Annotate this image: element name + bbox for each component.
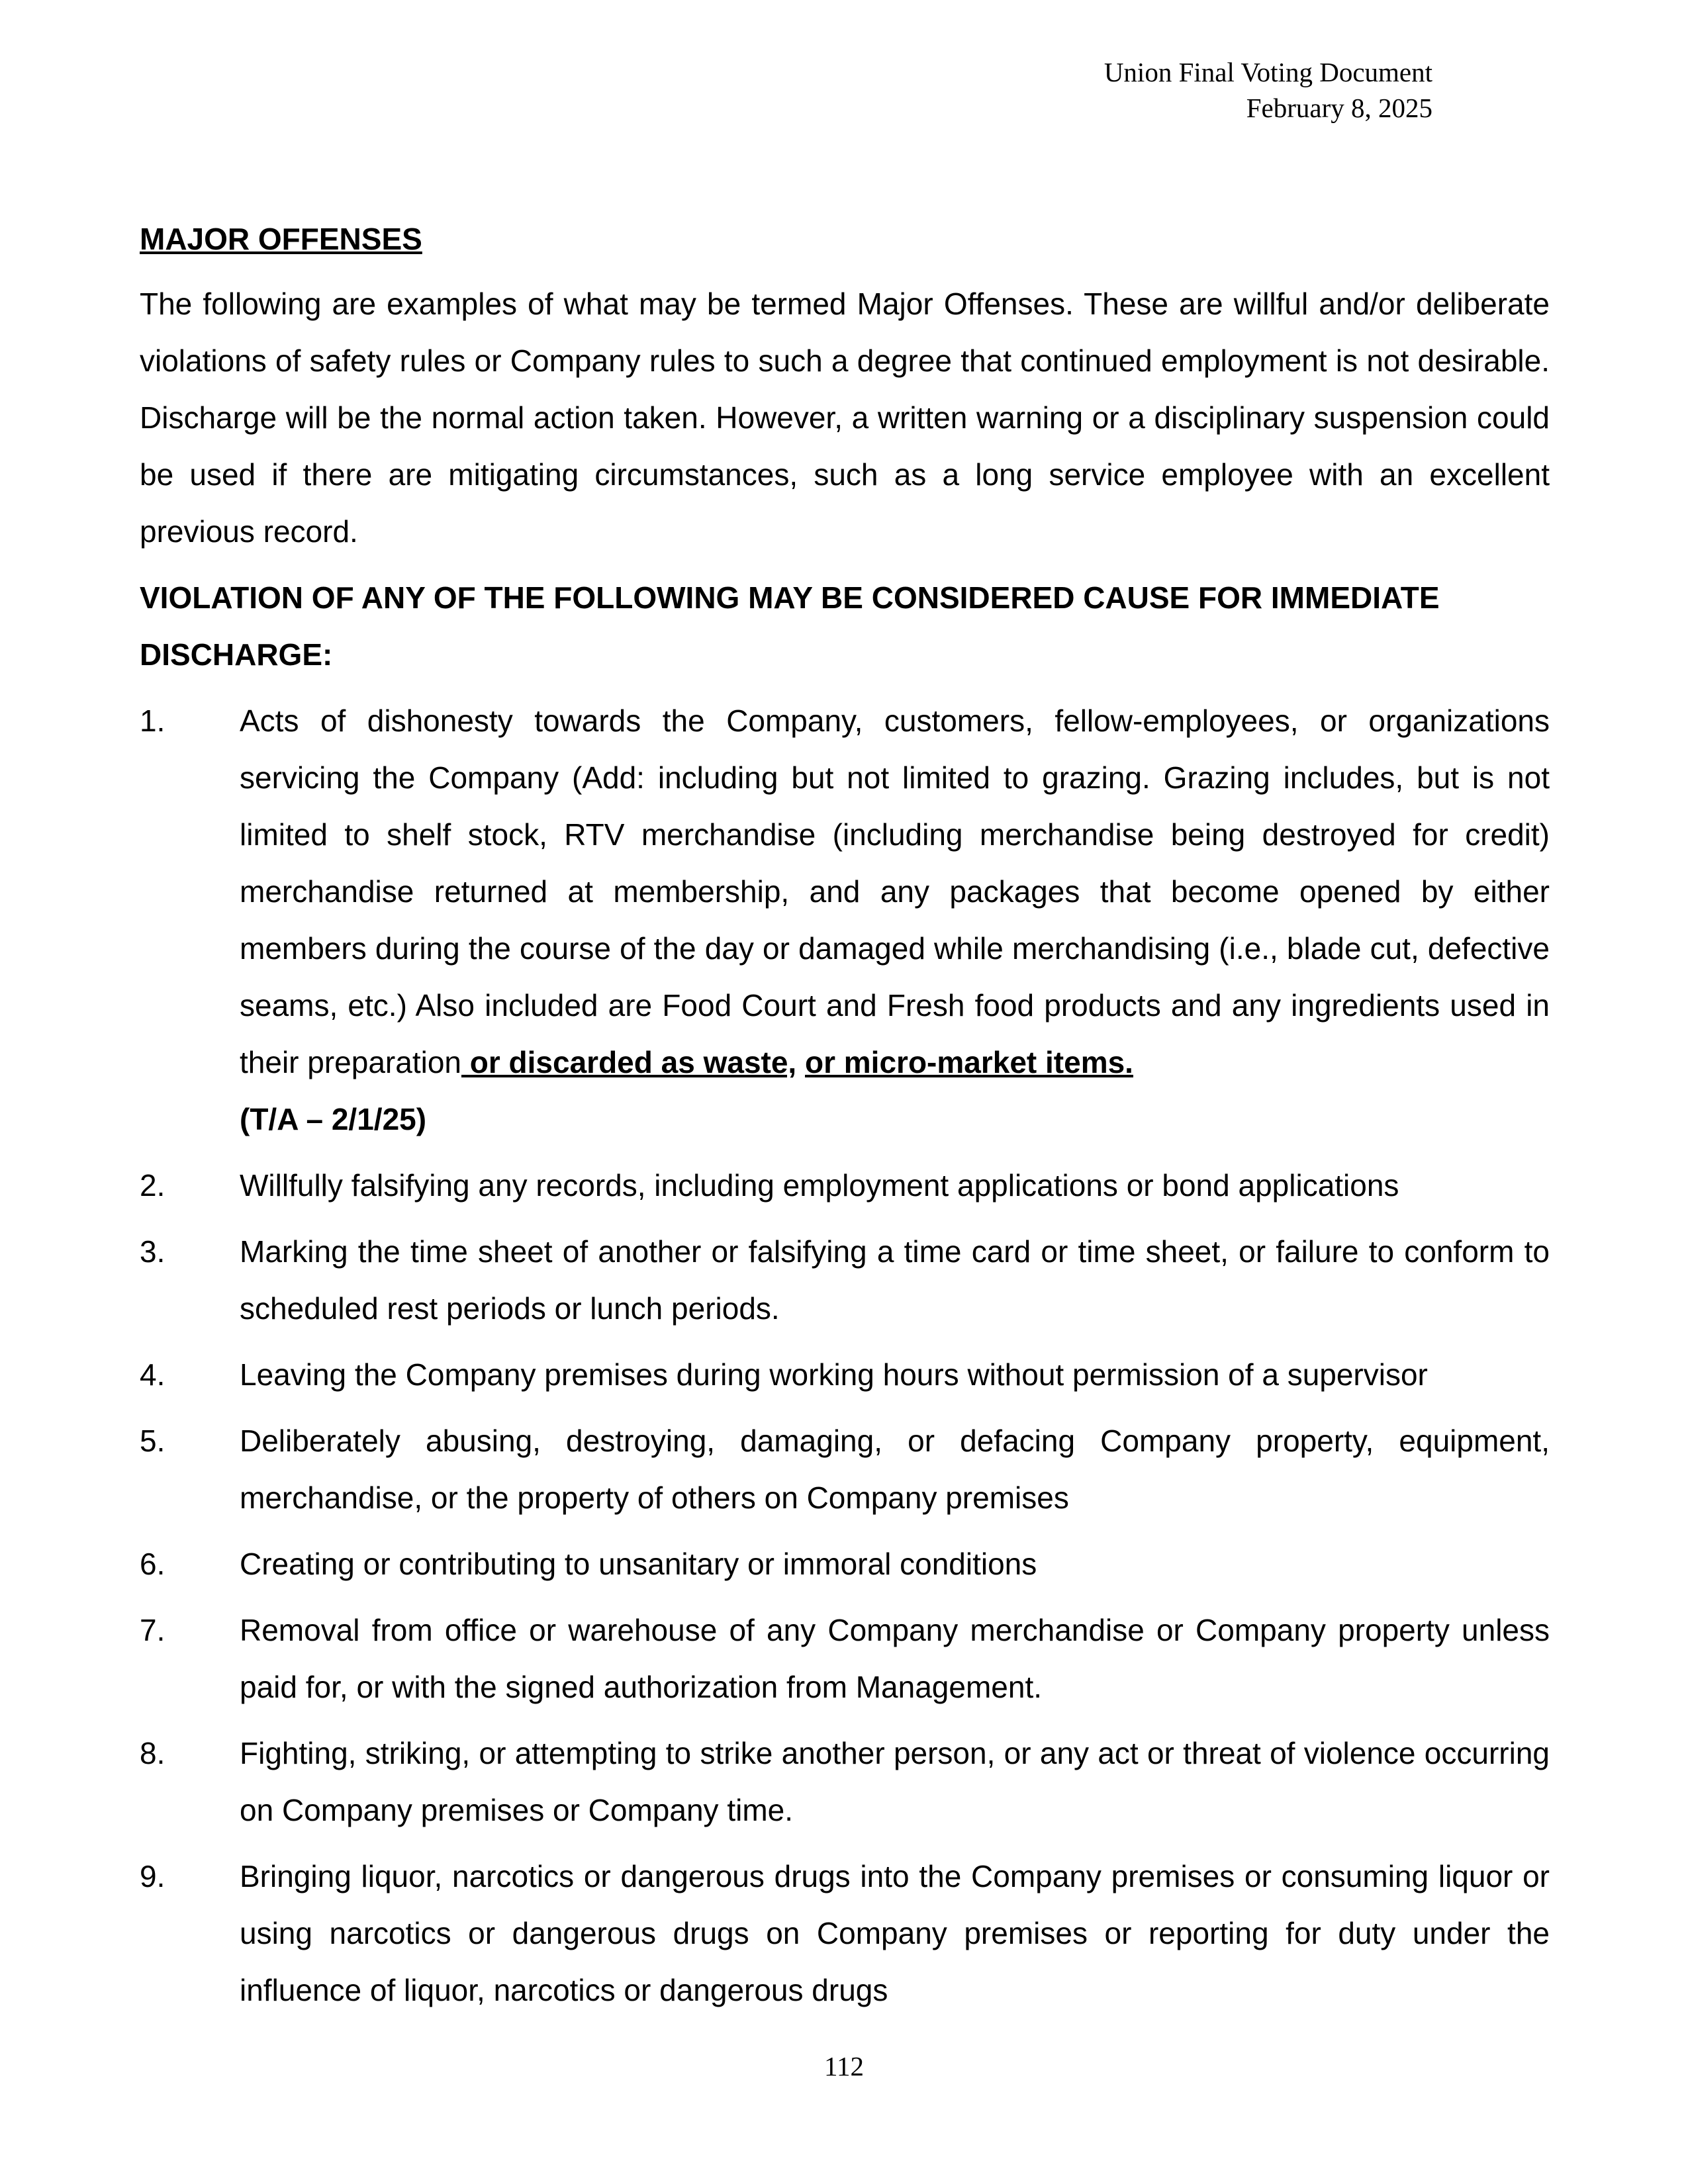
item-number: 8. — [140, 1736, 165, 1770]
item-number: 3. — [140, 1234, 165, 1269]
section-title: MAJOR OFFENSES — [140, 222, 422, 256]
document-date: February 8, 2025 — [1246, 93, 1432, 123]
intro-paragraph: The following are examples of what may be termed Major Offenses. These are willful and/or deliberate violations of safety rules or Company rules to such a degree that continued employment is not desirable. Discharge will be the normal action taken. However, a written warning or a disciplinary suspension could be used if there are mitigating circumstances, such as a long service employee with an excellent previous record. — [140, 287, 1550, 549]
added-text-waste: or discarded as waste, — [461, 1045, 797, 1079]
page-body — [140, 221, 1550, 2028]
item-text: Fighting, striking, or attempting to strike another person, or any act or threat of violence occurring on Company premises or Company time. — [240, 1736, 1550, 1827]
item-number: 7. — [140, 1613, 165, 1647]
document-header — [1104, 54, 1432, 126]
item-number: 9. — [140, 1859, 165, 1893]
list-item-1 — [140, 692, 1550, 1148]
page-number: 112 — [824, 2051, 864, 2081]
list-item-6 — [140, 1535, 1550, 1592]
item-number: 4. — [140, 1357, 165, 1392]
list-item-9 — [140, 1848, 1550, 2019]
document-title: Union Final Voting Document — [1103, 57, 1432, 87]
list-item-2 — [140, 1157, 1550, 1214]
item-text: Creating or contributing to unsanitary or immoral conditions — [240, 1547, 1037, 1581]
item-number: 5. — [140, 1424, 165, 1458]
list-item-3 — [140, 1223, 1550, 1337]
item-text: Deliberately abusing, destroying, damaging, or defacing Company property, equipment, merchandise, or the property of others on Company premises — [240, 1424, 1550, 1515]
list-item-4 — [140, 1346, 1550, 1403]
list-item-8 — [140, 1725, 1550, 1839]
item-text: Leaving the Company premises during working hours without permission of a supervisor — [240, 1357, 1428, 1392]
violation-heading: VIOLATION OF ANY OF THE FOLLOWING MAY BE CONSIDERED CAUSE FOR IMMEDIATE DISCHARGE: — [140, 580, 1440, 672]
list-item-7 — [140, 1602, 1550, 1715]
item-text: Bringing liquor, narcotics or dangerous drugs into the Company premises or consuming liquor or using narcotics or dangerous drugs on Company premises or reporting for duty under the influence of liquor, narcotics or dangerous drugs — [240, 1859, 1550, 2007]
list-item-5 — [140, 1412, 1550, 1526]
item-text: Removal from office or warehouse of any Company merchandise or Company property unless paid for, or with the signed authorization from Management. — [240, 1613, 1550, 1704]
item-text: Willfully falsifying any records, including employment applications or bond applications — [240, 1168, 1399, 1203]
tentative-agreement-note: (T/A – 2/1/25) — [240, 1102, 427, 1136]
item-number: 2. — [140, 1168, 165, 1203]
item-text: Marking the time sheet of another or falsifying a time card or time sheet, or failure to conform to scheduled rest periods or lunch periods. — [240, 1234, 1550, 1326]
added-text-micro-market: or micro-market items. — [805, 1045, 1133, 1079]
item-text: Acts of dishonesty towards the Company, customers, fellow-employees, or organizations servicing the Company (Add: including but not limited to grazing. Grazing includes, but is not limited to shelf stock, RTV merchandise (including merchandise being destroyed for credit) merchandise returned at membership, and any packages that become opened by either members during the course of the day or damaged while merchandising (i.e., blade cut, defective seams, etc.) Also included are Food Court and Fresh food products and any ingredients used in their preparation — [240, 704, 1550, 1079]
item-number: 6. — [140, 1547, 165, 1581]
item-number: 1. — [140, 704, 165, 738]
